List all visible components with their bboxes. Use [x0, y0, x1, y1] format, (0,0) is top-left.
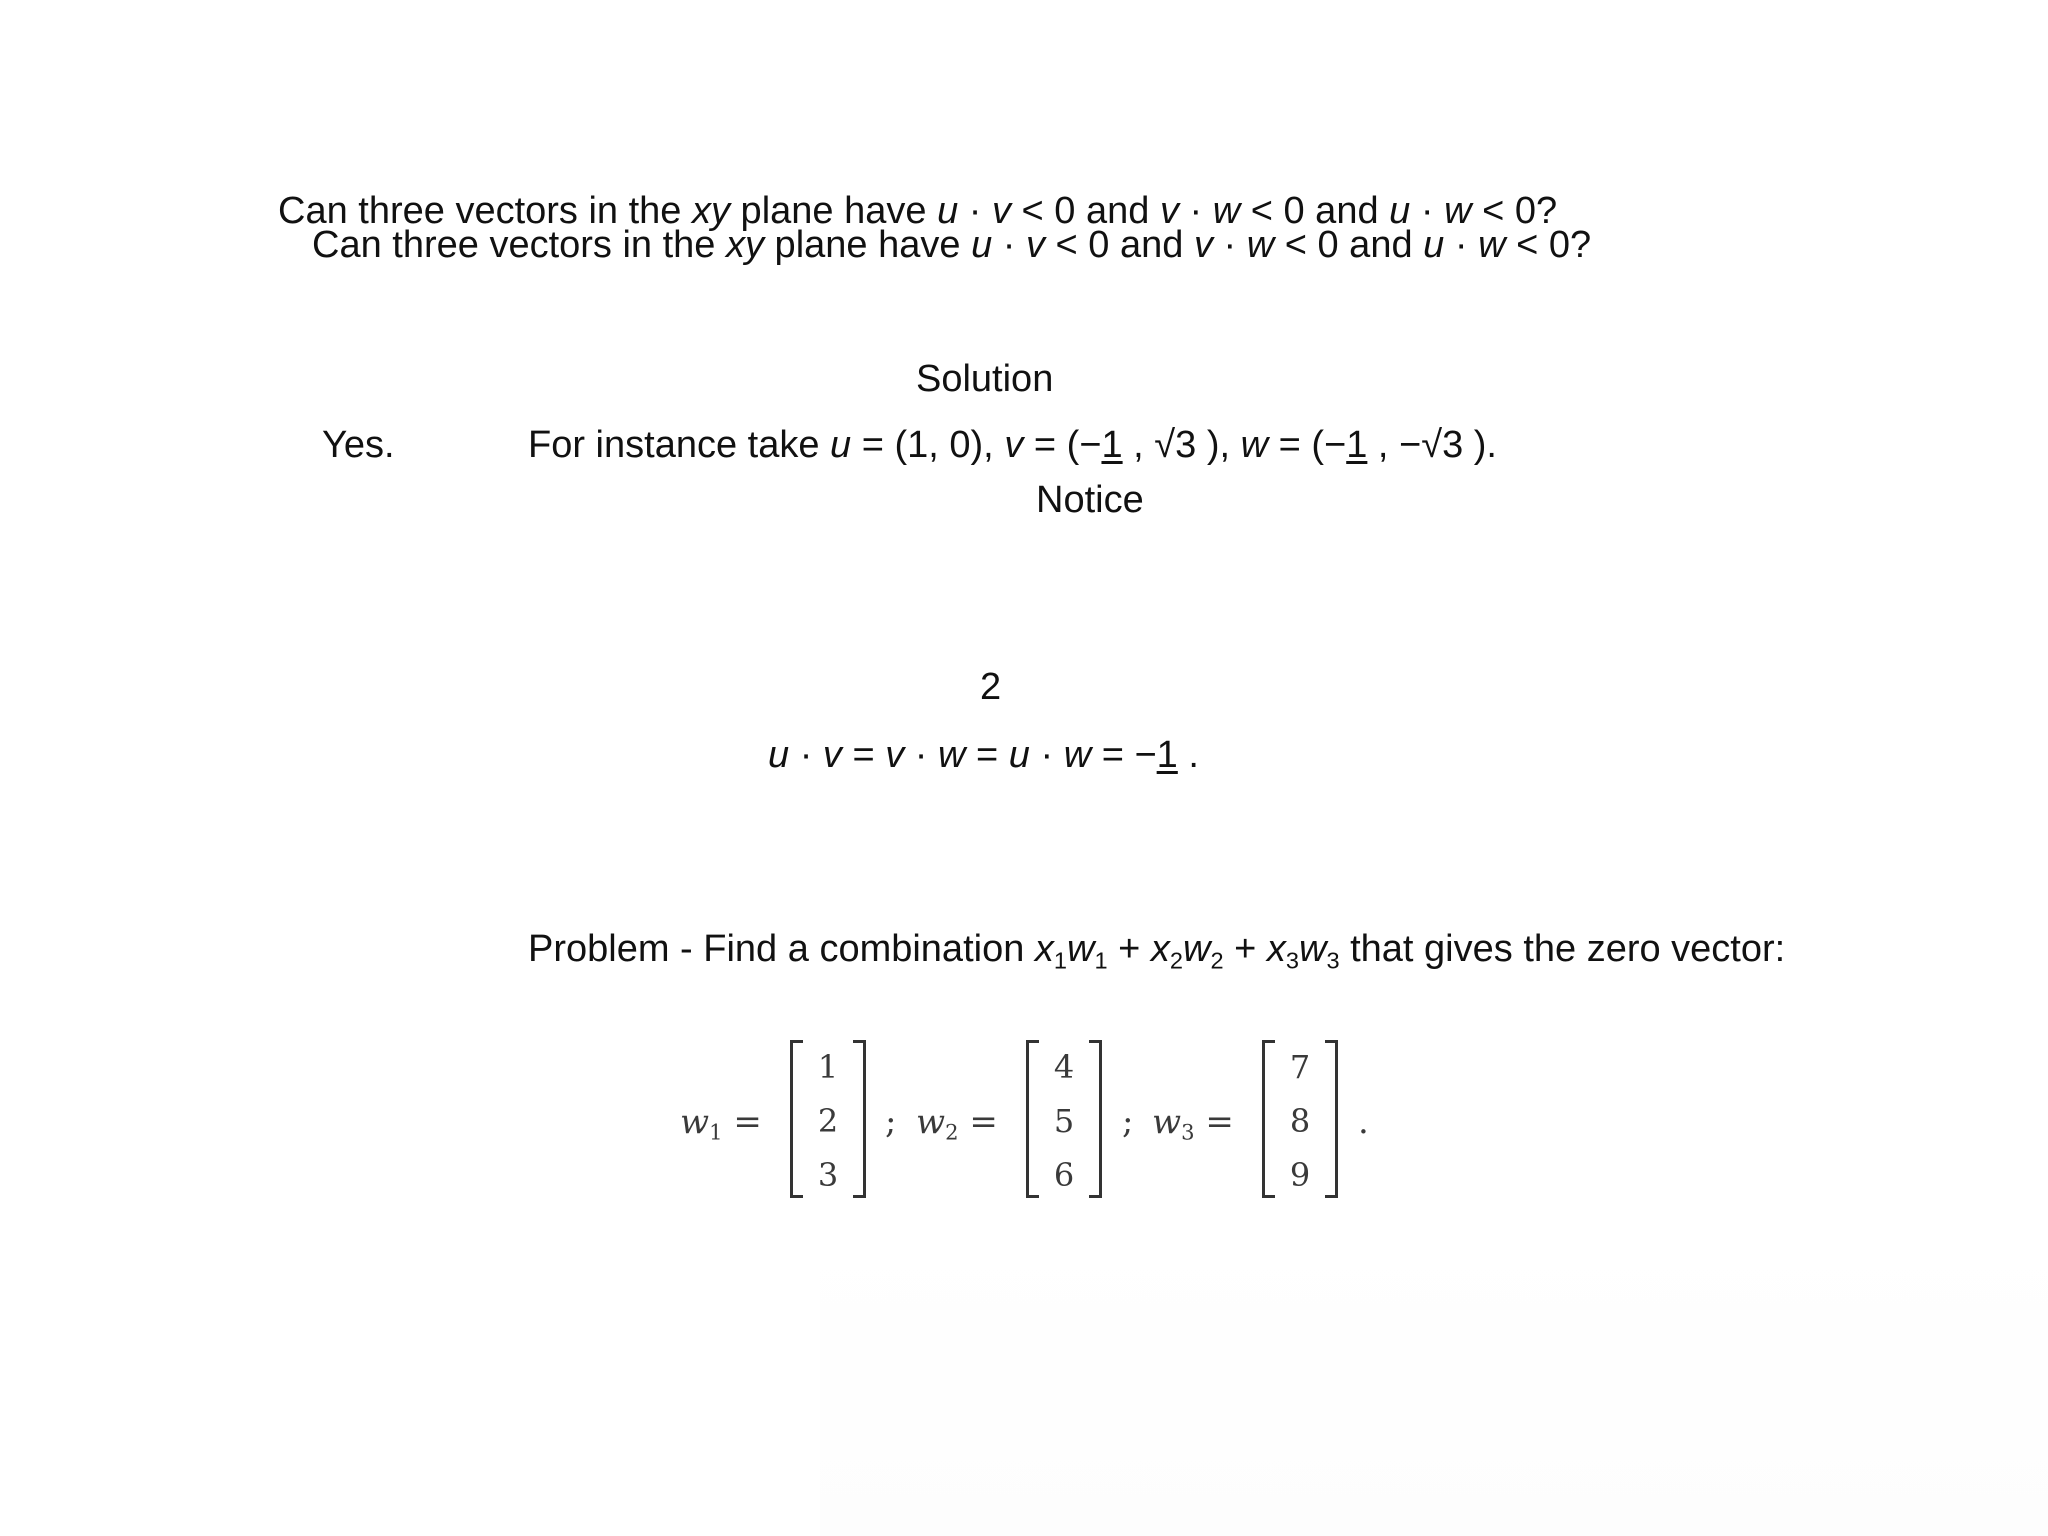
w1-vector [790, 1040, 866, 1198]
w3-entry: 9 [1289, 1156, 1311, 1194]
question-line-1: Can three vectors in the xy plane have u · v < 0 and v · w < 0 and u · w < 0? [278, 190, 1558, 232]
vector-definitions [680, 1040, 1400, 1200]
w1-label: $w_1$ = [680, 1102, 762, 1145]
solution-heading: Solution [916, 358, 1054, 400]
background-shade [820, 1230, 2048, 1536]
yes-label: Yes. [322, 424, 395, 466]
w3-entry: 8 [1289, 1102, 1311, 1140]
w1-entry: 3 [817, 1156, 839, 1194]
w2-label: $w_2$ = [916, 1102, 998, 1145]
dot-product-equation: u · v = v · w = u · w = −1 . [768, 734, 1199, 776]
w2-vector [1026, 1040, 1102, 1198]
fraction-denominator: 2 [980, 666, 1002, 708]
w3-label: $w_3$ = [1152, 1102, 1234, 1145]
w1-entry: 2 [817, 1102, 839, 1140]
instance-line: For instance take u = (1, 0), v = (−1 , √3 ), w = (−1 , −√3 ). [528, 424, 1497, 466]
problem-statement: Problem - Find a combination $x_1w_1 + x_2w_2 + x_3w_3$ that gives the zero vector: [528, 928, 1786, 974]
separator: ; [1122, 1102, 1134, 1142]
notice-label: Notice [1036, 479, 1144, 521]
question-line-2: Can three vectors in the xy plane have u · v < 0 and v · w < 0 and u · w < 0? [312, 224, 1592, 266]
w3-vector [1262, 1040, 1338, 1198]
w2-entry: 5 [1053, 1102, 1075, 1140]
w2-entry: 6 [1053, 1156, 1075, 1194]
separator: . [1358, 1102, 1369, 1142]
w2-entry: 4 [1053, 1048, 1075, 1086]
w1-entry: 1 [817, 1048, 839, 1086]
w3-entry: 7 [1289, 1048, 1311, 1086]
separator: ; [885, 1102, 897, 1142]
